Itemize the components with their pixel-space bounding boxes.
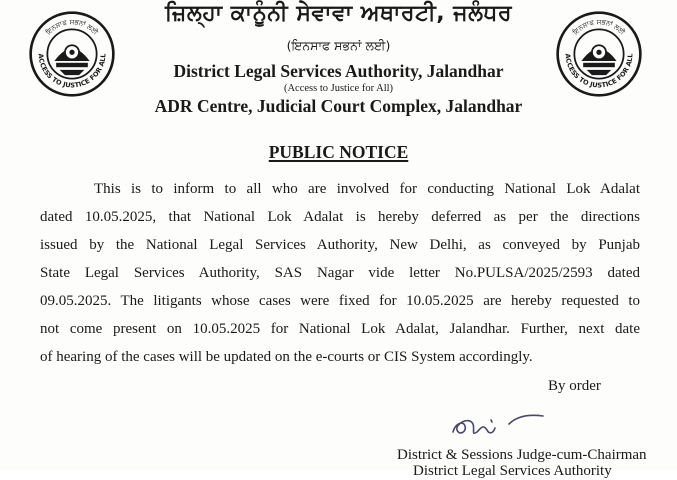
notice-line: 09.05.2025. The litigants whose cases were fixed for 10.05.2025 are hereby requested to: [40, 293, 640, 309]
authority-title-punjabi: ਜ਼ਿਲ੍ਹਾ ਕਾਨੂੰਨੀ ਸੇਵਾਵਾ ਅਥਾਰਟੀ, ਜਲੰਧਰ: [164, 1, 513, 26]
emblem-icon: [28, 10, 116, 98]
notice-line: issued by the National Legal Services Authority, New Delhi, as conveyed by Punjab: [40, 237, 640, 253]
svg-text:ਇਨਸਾਫ ਸਭਨਾਂ ਲਈ: ਇਨਸਾਫ ਸਭਨਾਂ ਲਈ: [43, 17, 101, 37]
svg-text:ACCESS TO JUSTICE FOR ALL: ACCESS TO JUSTICE FOR ALL: [563, 53, 635, 90]
authority-title-english: District Legal Services Authority, Jalandhar: [173, 61, 504, 81]
by-order-text: By order: [548, 378, 601, 394]
notice-heading-text: PUBLIC NOTICE: [268, 142, 409, 162]
tagline-english: (Access to Justice for All): [283, 83, 394, 94]
dlsa-emblem-left: [28, 10, 116, 98]
svg-text:ACCESS TO JUSTICE FOR ALL: ACCESS TO JUSTICE FOR ALL: [36, 53, 108, 90]
notice-line: This is to inform to all who are involved for conducting National Lok Adalat: [94, 181, 640, 197]
signatory-designation: District & Sessions Judge-cum-Chairman: [397, 447, 647, 463]
notice-line: not come present on 10.05.2025 for National Lok Adalat, Jalandhar. Further, next date: [40, 321, 640, 337]
signatory-authority: District Legal Services Authority: [413, 463, 612, 479]
tagline-punjabi: (ਇਨਸਾਫ ਸਭਨਾਂ ਲਈ): [286, 38, 391, 53]
notice-line: State Legal Services Authority, SAS Nagar vide letter No.PULSA/2025/2593 dated: [40, 265, 640, 281]
notice-heading: [0, 142, 677, 162]
notice-line: of hearing of the cases will be updated on the e-courts or CIS System accordingly.: [40, 349, 533, 365]
notice-line: dated 10.05.2025, that National Lok Adalat is hereby deferred as per the directions: [40, 209, 640, 225]
dlsa-emblem-right: [555, 10, 643, 98]
office-address: ADR Centre, Judicial Court Complex, Jalandhar: [154, 96, 523, 116]
svg-text:ਇਨਸਾਫ ਸਭਨਾਂ ਲਈ: ਇਨਸਾਫ ਸਭਨਾਂ ਲਈ: [570, 17, 628, 37]
emblem-icon: [555, 10, 643, 98]
handwritten-signature: [445, 406, 555, 442]
